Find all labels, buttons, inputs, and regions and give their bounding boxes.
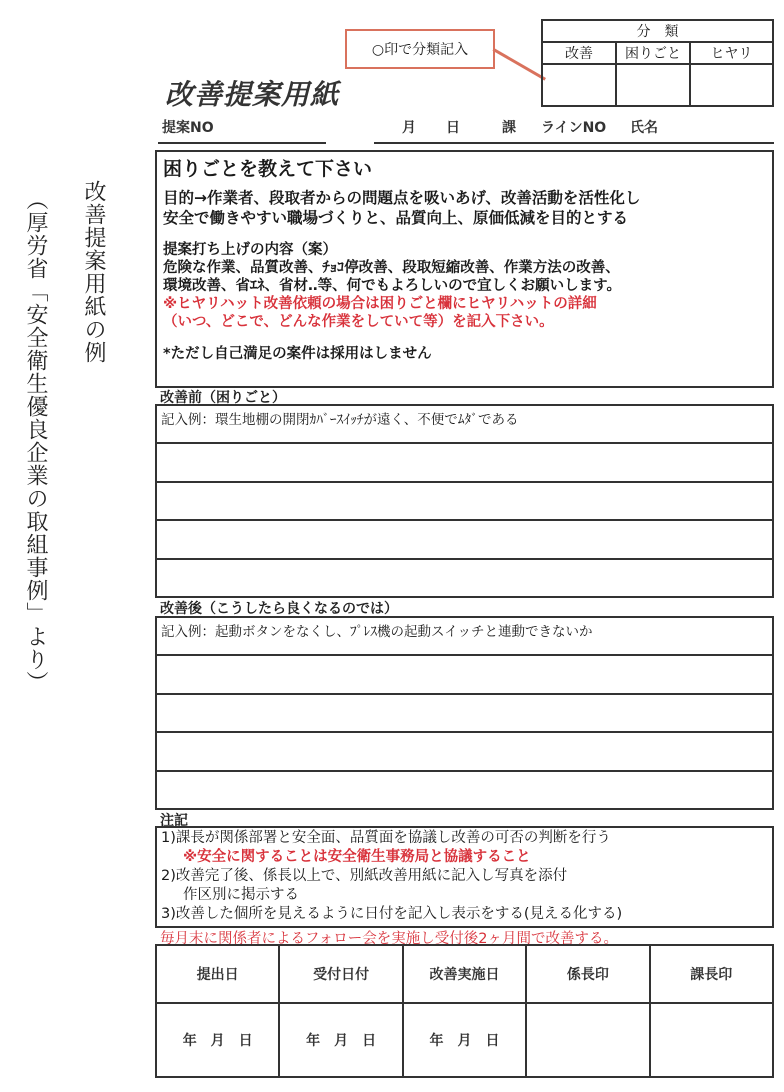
after-row[interactable] bbox=[157, 695, 772, 733]
header-implementation-date: 改善実施日 bbox=[403, 945, 526, 1003]
date-placeholder: 年 月 日 bbox=[182, 1033, 253, 1049]
intro-box bbox=[155, 150, 774, 388]
note-line: 1)課長が関係部署と安全面、品質面を協議し改善の可否の判断を行う bbox=[161, 830, 611, 846]
manager-stamp-cell[interactable] bbox=[650, 1003, 773, 1077]
after-lines bbox=[155, 616, 774, 810]
self-satisfaction-note: *ただし自己満足の案件は採用はしません bbox=[163, 346, 432, 362]
after-row[interactable] bbox=[157, 733, 772, 771]
followup-note: 毎月末に関係者によるフォロー会を実施し受付後2ヶ月間で改善する。 bbox=[160, 931, 618, 947]
before-label: 改善前（困りごと） bbox=[160, 390, 286, 406]
note-line: 作区別に掲示する bbox=[183, 887, 299, 903]
after-label: 改善後（こうしたら良くなるのでは） bbox=[160, 601, 398, 617]
intro-heading: 困りごとを教えて下さい bbox=[163, 158, 373, 180]
side-caption-title: 改善提案用紙の例 bbox=[81, 180, 106, 364]
after-example-row[interactable] bbox=[157, 618, 772, 656]
classification-callout: ○印で分類記入 bbox=[345, 29, 495, 69]
classification-col-kaizen: 改善 bbox=[542, 42, 616, 64]
header-chief-stamp: 係長印 bbox=[526, 945, 649, 1003]
hiyari-note-line: （いつ、どこで、どんな作業をしていて等）を記入下さい。 bbox=[163, 314, 554, 330]
header-receipt-date: 受付日付 bbox=[279, 945, 402, 1003]
after-row[interactable] bbox=[157, 656, 772, 694]
purpose-line: 目的→作業者、段取者からの問題点を吸いあげ、改善活動を活性化し bbox=[163, 189, 641, 207]
header-manager-stamp: 課長印 bbox=[650, 945, 773, 1003]
classification-cell-komarigoto[interactable] bbox=[616, 64, 690, 106]
implementation-date-cell[interactable] bbox=[403, 1003, 526, 1077]
callout-pointer-line bbox=[493, 48, 546, 81]
purpose-line: 安全で働きやすい職場づくりと、品質向上、原価低減を目的とする bbox=[163, 209, 629, 227]
before-example-row[interactable] bbox=[157, 406, 772, 444]
before-example: 記入例：環生地棚の開閉ｶﾊﾞｰｽｲｯﾁが遠く、不便でﾑﾀﾞである bbox=[161, 412, 519, 428]
before-lines bbox=[155, 404, 774, 598]
day-label: 日 bbox=[446, 120, 460, 136]
after-example: 記入例：起動ボタンをなくし、ﾌﾟﾚｽ機の起動スイッチと連動できないか bbox=[161, 624, 593, 640]
classification-col-komarigoto: 困りごと bbox=[616, 42, 690, 64]
side-caption-source: （厚労省「安全衛生優良企業の取組事例」より） bbox=[23, 188, 48, 694]
content-line: 環境改善、省ｴﾈ、省材‥等、何でもよろしいので宜しくお願いします。 bbox=[163, 278, 622, 294]
name-label: 氏名 bbox=[630, 120, 658, 136]
content-line: 危険な作業、品質改善、ﾁｮｺ停改善、段取短縮改善、作業方法の改善、 bbox=[163, 260, 620, 276]
hiyari-note-line: ※ヒヤリハット改善依頼の場合は困りごと欄にヒヤリハットの詳細 bbox=[163, 296, 597, 312]
classification-header: 分 類 bbox=[542, 20, 773, 42]
before-row[interactable] bbox=[157, 483, 772, 521]
month-label: 月 bbox=[402, 120, 416, 136]
note-line: 3)改善した個所を見えるように日付を記入し表示をする(見える化する) bbox=[161, 906, 623, 922]
approval-table bbox=[155, 944, 774, 1078]
classification-table bbox=[541, 19, 774, 107]
after-row[interactable] bbox=[157, 772, 772, 810]
notes-label: 注記 bbox=[160, 813, 188, 829]
notes-box bbox=[155, 826, 774, 928]
classification-cell-kaizen[interactable] bbox=[542, 64, 616, 106]
proposal-no-label: 提案NO bbox=[162, 120, 214, 136]
note-line: 2)改善完了後、係長以上で、別紙改善用紙に記入し写真を添付 bbox=[161, 868, 568, 884]
receipt-date-cell[interactable] bbox=[279, 1003, 402, 1077]
before-row[interactable] bbox=[157, 444, 772, 482]
meta-underline[interactable] bbox=[374, 142, 774, 144]
chief-stamp-cell[interactable] bbox=[526, 1003, 649, 1077]
content-heading: 提案打ち上げの内容（案） bbox=[163, 242, 337, 258]
classification-cell-hiyari[interactable] bbox=[690, 64, 773, 106]
note-line-safety: ※安全に関することは安全衛生事務局と協議すること bbox=[183, 849, 531, 865]
before-row[interactable] bbox=[157, 560, 772, 598]
date-placeholder: 年 月 日 bbox=[429, 1033, 500, 1049]
line-no-label: ラインNO bbox=[541, 120, 607, 136]
submit-date-cell[interactable] bbox=[156, 1003, 279, 1077]
header-submit-date: 提出日 bbox=[156, 945, 279, 1003]
before-row[interactable] bbox=[157, 521, 772, 559]
proposal-no-underline[interactable] bbox=[158, 142, 326, 144]
date-placeholder: 年 月 日 bbox=[306, 1033, 377, 1049]
form-title: 改善提案用紙 bbox=[165, 78, 340, 111]
classification-col-hiyari: ヒヤリ bbox=[690, 42, 773, 64]
section-label: 課 bbox=[502, 120, 516, 136]
